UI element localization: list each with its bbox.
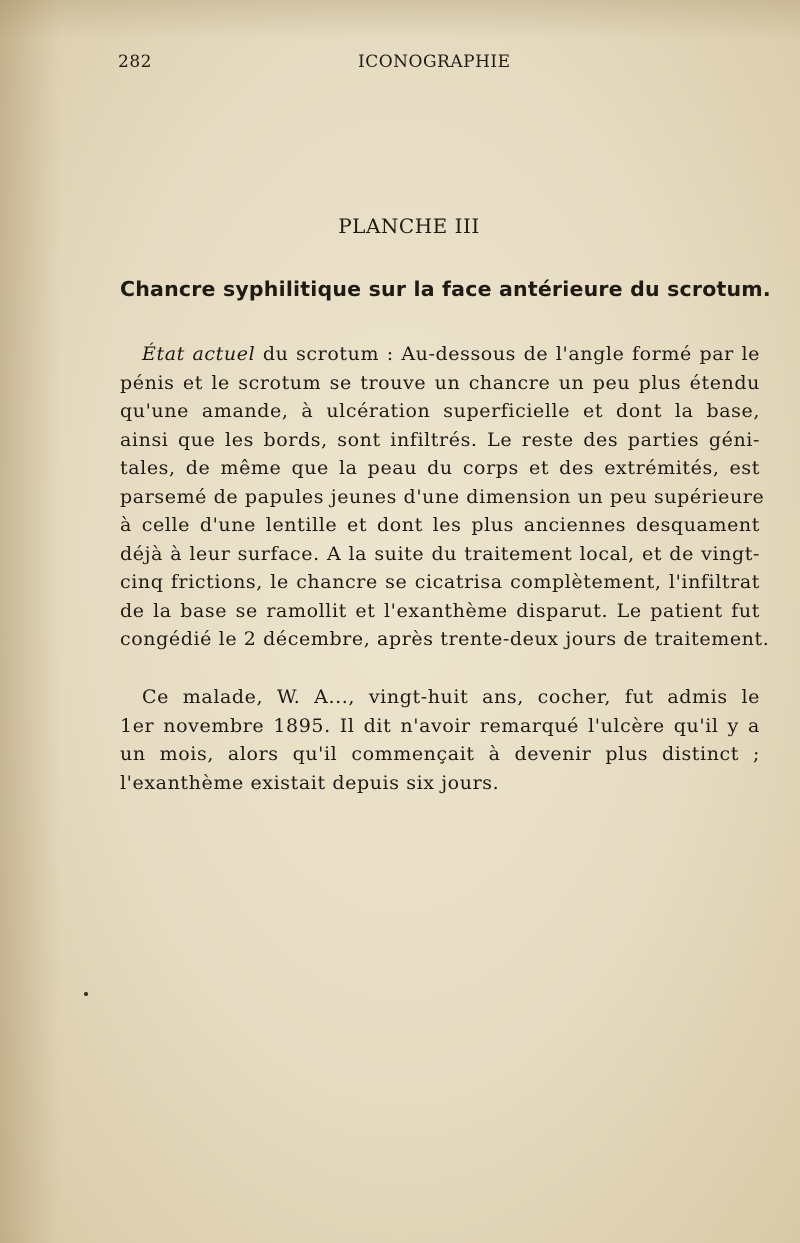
- paragraph-line: parsemé de papules jeunes d'une dimension un peu supérieure: [120, 485, 765, 508]
- paragraph-line: congédié le 2 décembre, après trente-deux jours de traitement.: [120, 628, 770, 650]
- etat-actuel-label: État actuel: [142, 343, 256, 365]
- paragraph-line: déjà à leur surface. A la suite du traitement local, et de vingt-: [120, 542, 760, 565]
- plate-caption: Chancre syphilitique sur la face antérieure du scrotum.: [120, 277, 771, 301]
- paragraph-line: à celle d'une lentille et dont les plus anciennes desquament: [120, 514, 760, 536]
- paragraph-line: tales, de même que la peau du corps et des extrémités, est: [120, 457, 760, 479]
- running-title: ICONOGRAPHIE: [358, 52, 511, 72]
- page-number: 282: [118, 52, 152, 72]
- paragraph-line: un mois, alors qu'il commençait à devenir plus distinct ;: [120, 743, 760, 765]
- paragraph-patient-history: [120, 683, 760, 797]
- paragraph-line: ainsi que les bords, sont infiltrés. Le reste des parties géni-: [120, 428, 760, 451]
- paragraph-line: qu'une amande, à ulcération superficielle et dont la base,: [120, 400, 760, 422]
- paragraph-line: État actuel du scrotum : Au-dessous de l'angle formé par le: [142, 343, 760, 365]
- paragraph-line: de la base se ramollit et l'exanthème disparut. Le patient fut: [120, 599, 760, 622]
- paper-speck: [84, 992, 88, 996]
- paragraph-current-state: [120, 340, 770, 654]
- paragraph-line: l'exanthème existait depuis six jours.: [120, 771, 500, 794]
- paragraph-line: cinq frictions, le chancre se cicatrisa complètement, l'infiltrat: [120, 571, 760, 593]
- plate-title: PLANCHE III: [338, 214, 480, 238]
- paragraph-line: pénis et le scrotum se trouve un chancre un peu plus étendu: [120, 371, 760, 394]
- running-head: [118, 52, 678, 76]
- paragraph-line: 1er novembre 1895. Il dit n'avoir remarqué l'ulcère qu'il y a: [120, 714, 760, 737]
- page-shadow-top: [0, 0, 800, 40]
- paragraph-line: Ce malade, W. A..., vingt-huit ans, cocher, fut admis le: [142, 686, 760, 708]
- page-shadow-left: [0, 0, 60, 1243]
